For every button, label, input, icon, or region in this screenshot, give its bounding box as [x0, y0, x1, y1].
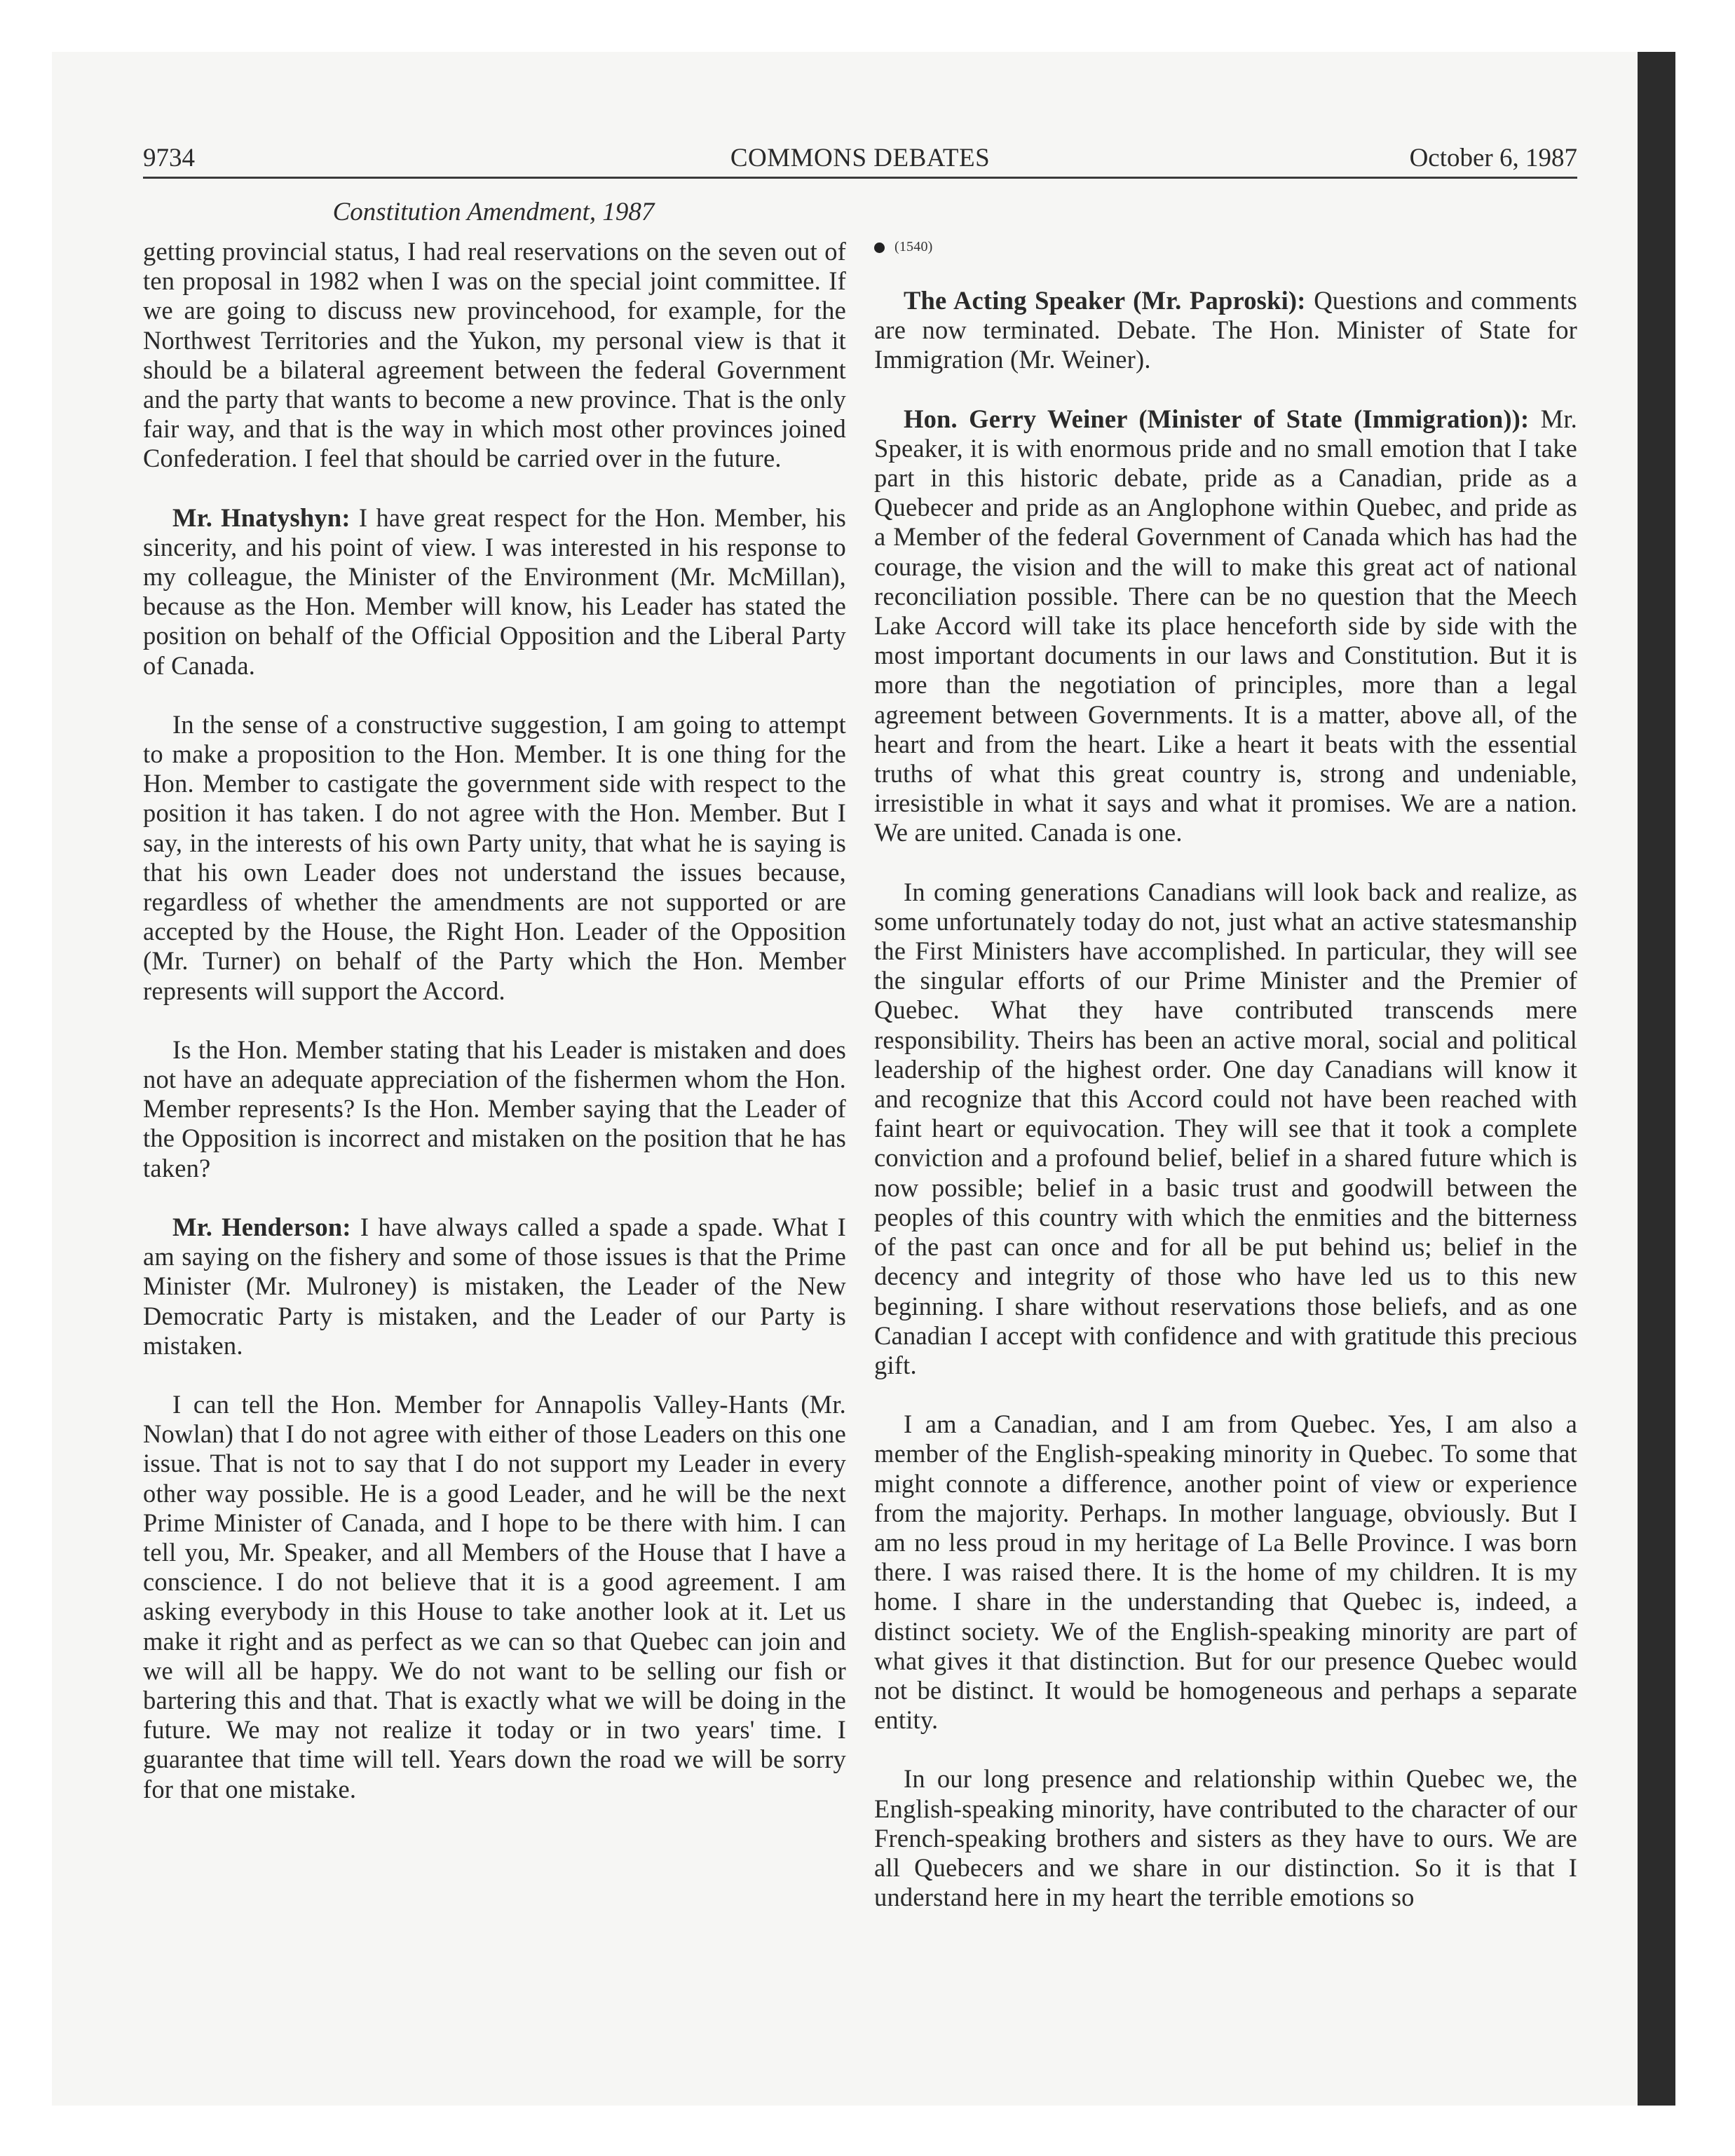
speaker-name: Mr. Henderson:: [172, 1212, 351, 1241]
page-number: 9734: [143, 144, 195, 172]
paragraph-text: In coming generations Canadians will look back and realize, as some unfortunately today do not, just what an active statesmanship the First Ministers have accomplished. In particular, they will see the singular efforts of our Prime Minister and the Premier of Quebec. What they have contributed transcends mere responsibility. Theirs has been an active moral, social and political leadership of the highest order. One day Canadians will know it and recognize that this Accord could not have been reached with faint heart or equivocation. They will see that it took a complete conviction and a profound belief, belief in a shared future which is now possible; belief in a basic trust and goodwill between the peoples of this country with which the enmities and the bitterness of the past can once and for all be put behind us; belief in the decency and integrity of those who have led us to this new beginning. I share without reservations those beliefs, and as one Canadian I accept with confidence and with gratitude this precious gift.: [874, 877, 1577, 1379]
paragraph-text: getting provincial status, I had real reservations on the seven out of ten proposal in 1982 when I was on the special joint committee. If we are going to discuss new provincehood, for example, for the Northwest Territories and the Yukon, my personal view is that it should be a bilateral agreement between the federal Government and the party that wants to become a new province. That is the only fair way, and that is the way in which most other provinces joined Confederation. I feel that should be carried over in the future.: [143, 237, 846, 473]
paragraph: [143, 503, 846, 681]
left-column: [143, 237, 846, 1834]
time-stamp: (1540): [894, 239, 933, 254]
paragraph: [143, 1390, 846, 1804]
paragraph: [874, 878, 1577, 1380]
paragraph: [874, 286, 1577, 375]
paragraph-text: Questions and comments are now terminated. Debate. The Hon. Minister of State for Immigration (Mr. Weiner).: [874, 286, 1577, 374]
paragraph-text: I have always called a spade a spade. What I am saying on the fishery and some of those issues is that the Prime Minister (Mr. Mulroney) is mistaken, the Leader of the New Democratic Party is mistaken, and the Leader of our Party is mistaken.: [143, 1212, 847, 1360]
paragraph-text: In our long presence and relationship within Quebec we, the English-speaking minority, have contributed to the character of our French-speaking brothers and sisters as they have to ours. We are all Quebecers and we share in our distinction. So it is that I understand here in my heart the terrible emotions so: [874, 1764, 1577, 1912]
paragraph-text: I have great respect for the Hon. Member, his sincerity, and his point of view. I was interested in his response to my colleague, the Minister of the Environment (Mr. McMillan), because as the Hon. Member will know, his Leader has stated the position on behalf of the Official Opposition and the Liberal Party of Canada.: [143, 503, 847, 680]
paragraph-text: Mr. Speaker, it is with enormous pride and no small emotion that I take part in this historic debate, pride as a Canadian, pride as a Quebecer and pride as an Anglophone within Quebec, and pride as a Member of the federal Government of Canada which has had the courage, the vision and the will to make this great act of national reconciliation possible. There can be no question that the Meech Lake Accord will take its place henceforth side by side with the most important documents in our laws and Constitution. But it is more than the negotiation of principles, more than a legal agreement between Governments. It is a matter, above all, of the heart and from the heart. Like a heart it beats with the essential truths of what this great country is, strong and undeniable, irresistible in what it says and what it promises. We are a nation. We are united. Canada is one.: [874, 404, 1577, 847]
paragraph-text: I can tell the Hon. Member for Annapolis Valley-Hants (Mr. Nowlan) that I do not agree with either of those Leaders on this one issue. That is not to say that I do not support my Leader in every other way possible. He is a good Leader, and he will be the next Prime Minister of Canada, and I hope to be there with him. I can tell you, Mr. Speaker, and all Members of the House that I have a conscience. I do not believe that it is a good agreement. I am asking everybody in this House to take another look at it. Let us make it right and as perfect as we can so that Quebec can join and we will all be happy. We do not want to be selling our fish or bartering this and that. That is exactly what we will be doing in the future. We may not realize it today or in two years' time. I guarantee that time will tell. Years down the road we will be sorry for that one mistake.: [143, 1389, 846, 1803]
paragraph: [874, 404, 1577, 848]
paragraph: [874, 1410, 1577, 1735]
running-header: [143, 140, 1577, 179]
section-subheading: Constitution Amendment, 1987: [332, 198, 655, 226]
bullet-icon: [874, 243, 885, 253]
paragraph: [143, 1213, 846, 1360]
scan-edge: [1638, 52, 1675, 2106]
time-marker: [874, 233, 1577, 261]
speaker-name: Hon. Gerry Weiner (Minister of State (Immigration)):: [904, 404, 1530, 433]
paragraph: [874, 1764, 1577, 1912]
speaker-name: Mr. Hnatyshyn:: [172, 503, 351, 532]
paragraph: [143, 710, 846, 1006]
paragraph-text: Is the Hon. Member stating that his Leader is mistaken and does not have an adequate appreciation of the fishermen whom the Hon. Member represents? Is the Hon. Member saying that the Leader of the Opposition is incorrect and mistaken on the position that he has taken?: [143, 1035, 846, 1182]
paragraph: [143, 237, 846, 474]
paragraph-text: I am a Canadian, and I am from Quebec. Yes, I am also a member of the English-speaking minority in Quebec. To some that might connote a difference, another point of view or experience from the majority. Perhaps. In mother language, obviously. But I am no less proud in my heritage of La Belle Province. I was born there. I was raised there. It is the home of my children. It is my home. I share in the understanding that Quebec is, indeed, a distinct society. We of the English-speaking minority are part of what gives it that distinction. But for our presence Quebec would not be distinct. It would be homogeneous and perhaps a separate entity.: [874, 1410, 1577, 1735]
right-column: [874, 233, 1577, 1942]
paragraph-text: In the sense of a constructive suggestion, I am going to attempt to make a proposition to the Hon. Member. It is one thing for the Hon. Member to castigate the government side with respect to the position it has taken. I do not agree with the Hon. Member. But I say, in the interests of his own Party unity, that what he is saying is that his own Leader does not understand the issues because, regardless of whether the amendments are not supported or are accepted by the House, the Right Hon. Leader of the Opposition (Mr. Turner) on behalf of the Party which the Hon. Member represents will support the Accord.: [143, 709, 846, 1005]
paragraph: [143, 1035, 846, 1183]
speaker-name: The Acting Speaker (Mr. Paproski):: [904, 286, 1306, 315]
publication-date: October 6, 1987: [1409, 144, 1577, 172]
publication-title: COMMONS DEBATES: [730, 144, 991, 172]
